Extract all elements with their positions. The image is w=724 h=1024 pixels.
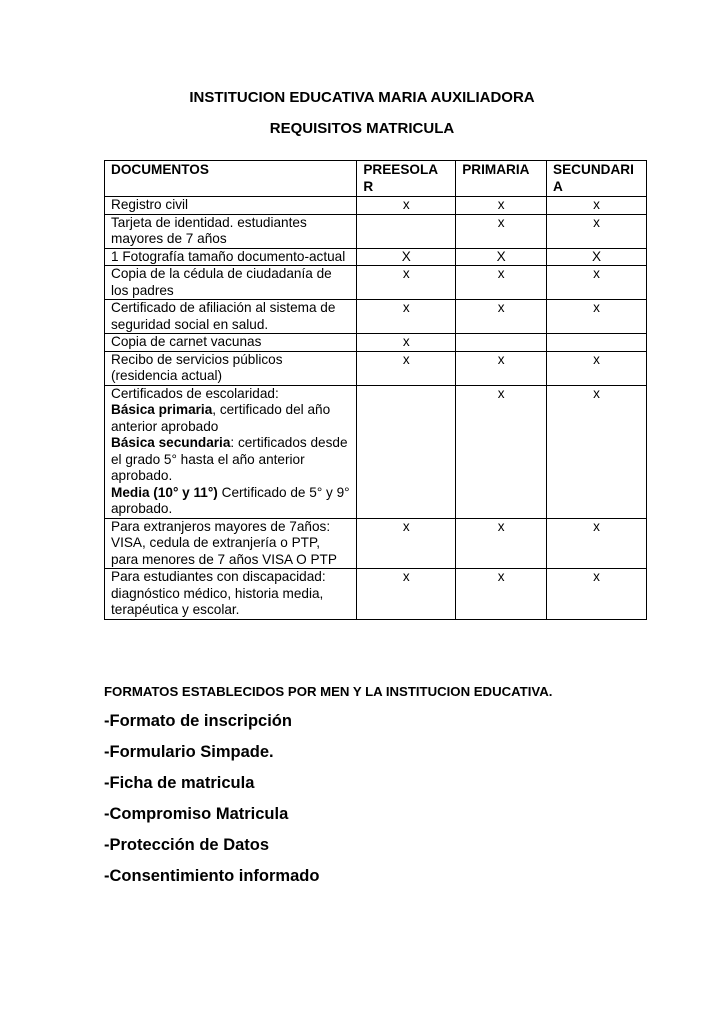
list-item: -Formato de inscripción (104, 712, 292, 730)
preescolar-mark (357, 385, 456, 518)
secundaria-mark: X (547, 248, 647, 266)
primaria-mark: x (456, 351, 547, 385)
basica-secundaria-text: : certificados desde el grado 5° hasta el año anterior aprobado. (111, 435, 348, 483)
document-cell: Copia de carnet vacunas (105, 334, 357, 352)
preescolar-mark: x (357, 334, 456, 352)
primaria-mark: X (456, 248, 547, 266)
list-item: -Protección de Datos (104, 836, 270, 854)
table-row (105, 334, 647, 352)
secundaria-mark: x (547, 385, 647, 518)
list-item: -Formulario Simpade. (104, 743, 274, 761)
column-header-documents: DOCUMENTOS (105, 161, 357, 197)
formats-heading: FORMATOS ESTABLECIDOS POR MEN Y LA INSTITUCION EDUCATIVA. (104, 684, 553, 699)
secundaria-mark: x (547, 351, 647, 385)
column-header-secundaria: SECUNDARI A (547, 161, 647, 197)
secundaria-mark: x (547, 300, 647, 334)
table-row (105, 214, 647, 248)
preescolar-mark: x (357, 300, 456, 334)
table-header-row (105, 161, 647, 197)
secundaria-mark: x (547, 197, 647, 215)
document-cell: Certificado de afiliación al sistema de seguridad social en salud. (105, 300, 357, 334)
secundaria-mark: x (547, 214, 647, 248)
primaria-mark: x (456, 569, 547, 620)
preescolar-mark: X (357, 248, 456, 266)
document-cell: Recibo de servicios públicos (residencia actual) (105, 351, 357, 385)
media-text: Certificado de 5° y 9° aprobado. (111, 484, 350, 516)
institution-title: INSTITUCION EDUCATIVA MARIA AUXILIADORA (189, 89, 535, 106)
media-label: Media (10° y 11°) (111, 484, 218, 500)
primaria-mark: x (456, 266, 547, 300)
column-header-primaria: PRIMARIA (456, 161, 547, 197)
basica-primaria-text: , certificado del año anterior aprobado (111, 402, 331, 434)
basica-primaria-label: Básica primaria (111, 402, 213, 417)
preescolar-mark: x (357, 197, 456, 215)
preescolar-mark: x (357, 569, 456, 620)
table-row (105, 569, 647, 620)
table-row (105, 266, 647, 300)
primaria-mark: x (456, 197, 547, 215)
column-header-preescolar: PREESOLA R (357, 161, 456, 197)
primaria-mark: x (456, 518, 547, 569)
table-row (105, 300, 647, 334)
document-cell: Tarjeta de identidad. estudiantes mayores de 7 años (105, 214, 357, 248)
school-certificates-label: Certificados de escolaridad: (111, 385, 279, 401)
requirements-title: REQUISITOS MATRICULA (269, 120, 455, 137)
secundaria-mark (547, 334, 647, 352)
secundaria-mark: x (547, 569, 647, 620)
formats-list (104, 710, 319, 896)
secundaria-mark: x (547, 266, 647, 300)
primaria-mark: x (456, 385, 547, 518)
secundaria-mark: x (547, 518, 647, 569)
table-row (105, 385, 647, 518)
list-item: -Consentimiento informado (104, 867, 320, 885)
primaria-mark: x (456, 214, 547, 248)
document-cell (105, 385, 357, 518)
document-cell: Registro civil (105, 197, 357, 215)
list-item: -Compromiso Matricula (104, 805, 289, 823)
preescolar-mark: x (357, 266, 456, 300)
list-item: -Ficha de matricula (104, 774, 255, 792)
table-row (105, 518, 647, 569)
table-row (105, 197, 647, 215)
document-cell: 1 Fotografía tamaño documento-actual (105, 248, 357, 266)
preescolar-mark: x (357, 518, 456, 569)
primaria-mark: x (456, 300, 547, 334)
basica-secundaria-label: Básica secundaria (111, 435, 231, 450)
preescolar-mark (357, 214, 456, 248)
primaria-mark (456, 334, 547, 352)
table-row (105, 248, 647, 266)
requirements-table (104, 160, 647, 620)
document-cell: Para estudiantes con discapacidad: diagnóstico médico, historia media, terapéutica y escolar. (105, 569, 357, 620)
document-cell: Copia de la cédula de ciudadanía de los padres (105, 266, 357, 300)
table-row (105, 351, 647, 385)
preescolar-mark: x (357, 351, 456, 385)
document-cell: Para extranjeros mayores de 7años: VISA, cedula de extranjería o PTP, para menores de 7 años VISA O PTP (105, 518, 357, 569)
